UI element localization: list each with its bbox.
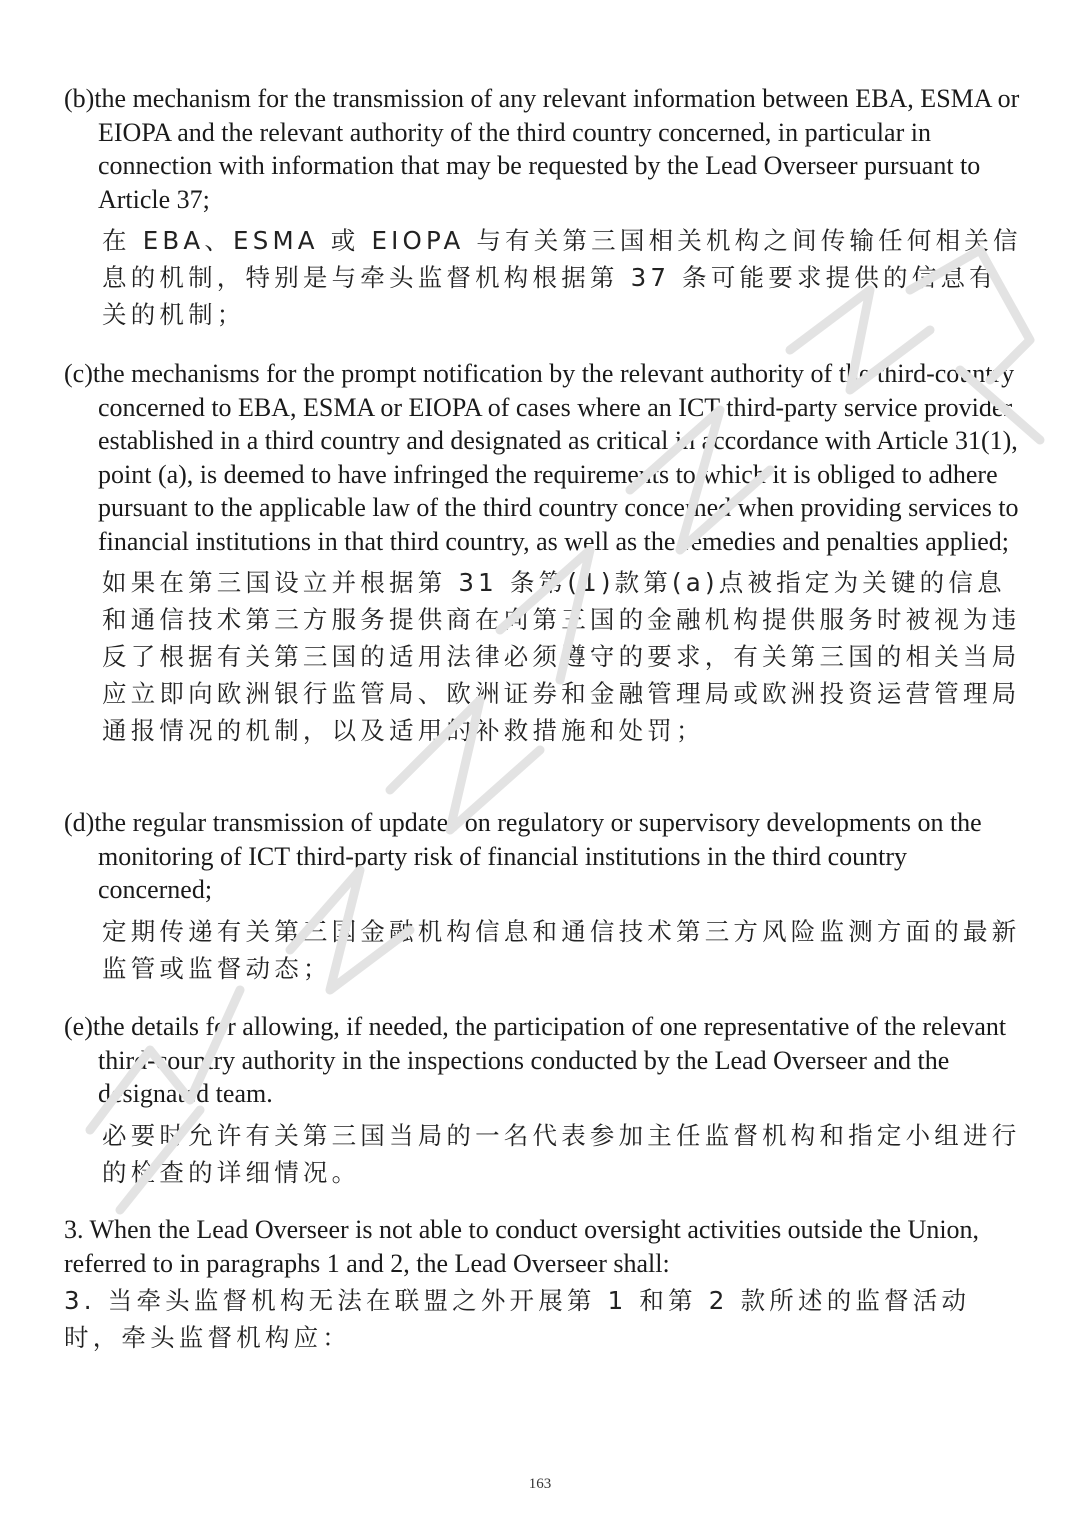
clause-b-english: (b)the mechanism for the transmission of any relevant information between EBA, ESMA or EIOPA and the relevant authority of the third country concerned, in particular in connection with information that may be requested by the Lead Overseer pursuant to Article 37; <box>64 84 1020 214</box>
clause-e-chinese: 必要时允许有关第三国当局的一名代表参加主任监督机构和指定小组进行的检查的详细情况。 <box>102 1120 1021 1187</box>
clause-c-english: (c)the mechanisms for the prompt notification by the relevant authority of the third-country concerned to EBA, ESMA or EIOPA of cases where an ICT third-party service provider established in a third country and designated as critical in accordance with Article 31(1), point (a), is deemed to have infringed the requirements to which it is obliged to adhere pursuant to the applicable law of the third country concerned when providing services to financial institutions in that third country, as well as the remedies and penalties applied; <box>64 359 1019 556</box>
clause-d <box>64 806 1024 987</box>
clause-c <box>64 357 1024 749</box>
clause-d-english: (d)the regular transmission of updates on regulatory or supervisory developments on the monitoring of ICT third-party risk of financial institutions in the third country concerned; <box>64 808 982 904</box>
clause-e-english: (e)the details for allowing, if needed, the participation of one representative of the relevant third-country authority in the inspections conducted by the Lead Overseer and the designated team. <box>64 1012 1007 1108</box>
clause-b <box>64 82 1024 333</box>
clause-b-chinese: 在 EBA、ESMA 或 EIOPA 与有关第三国相关机构之间传输任何相关信息的机制，特别是与牵头监督机构根据第 37 条可能要求提供的信息有关的机制； <box>102 226 1022 329</box>
paragraph-3-chinese: 3. 当牵头监督机构无法在联盟之外开展第 1 和第 2 款所述的监督活动时，牵头监督机构应： <box>64 1286 971 1352</box>
paragraph-3 <box>64 1213 1024 1356</box>
clause-e <box>64 1010 1024 1191</box>
page-number: 163 <box>528 1476 552 1492</box>
clause-d-chinese: 定期传递有关第三国金融机构信息和通信技术第三方风险监测方面的最新监管或监督动态； <box>102 916 1021 983</box>
paragraph-3-english: 3. When the Lead Overseer is not able to conduct oversight activities outside the Union, referred to in paragraphs 1 and 2, the Lead Overseer shall: <box>64 1215 980 1278</box>
clause-c-chinese: 如果在第三国设立并根据第 31 条第(1)款第(a)点被指定为关键的信息和通信技术第三方服务提供商在向第三国的金融机构提供服务时被视为违反了根据有关第三国的适用法律必须遵守的要求，有关第三国的相关当局应立即向欧洲银行监管局、欧洲证券和金融管理局或欧洲投资运营管理局通报情况的机制，以及适用的补救措施和处罚； <box>102 568 1021 745</box>
